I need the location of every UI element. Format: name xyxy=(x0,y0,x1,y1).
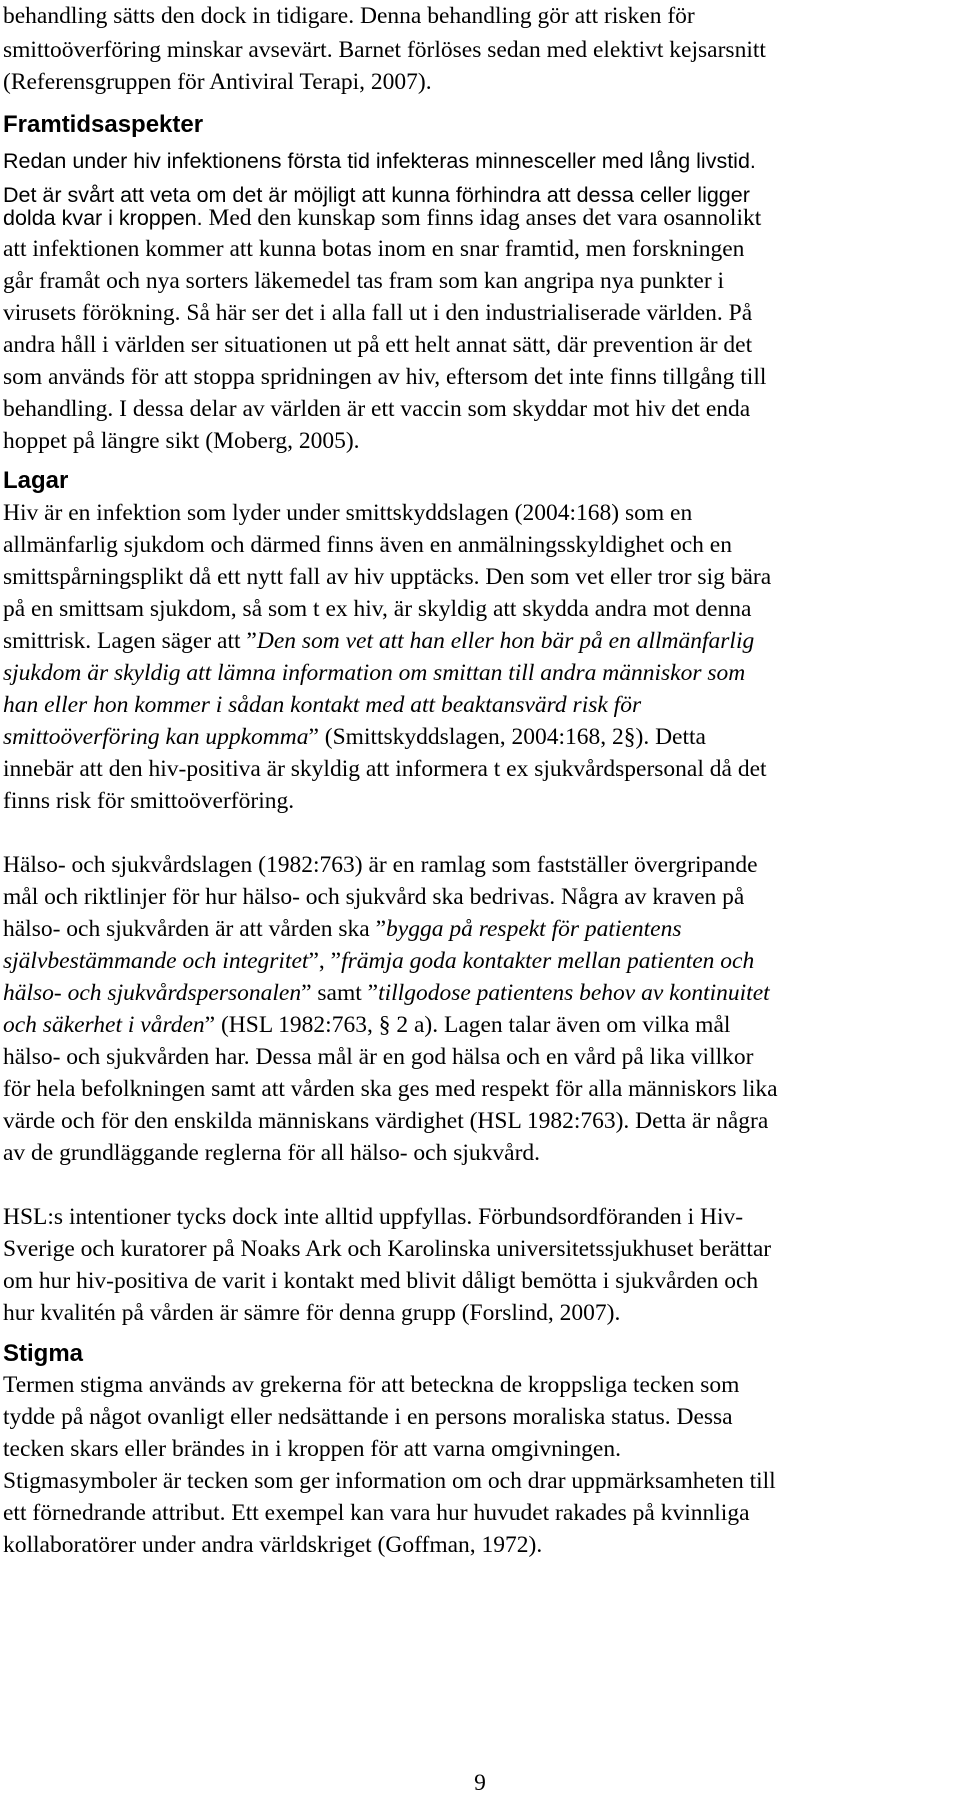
framtid-line-6: virusets förökning. Så här ser det i alla fall ut i den industrialiserade världen. På xyxy=(3,300,753,326)
intro-line-1: behandling sätts den dock in tidigare. Denna behandling gör att risken för xyxy=(3,3,695,29)
stigma-line-5: ett förnedrande attribut. Ett exempel kan vara hur huvudet rakades på kvinnliga xyxy=(3,1500,750,1526)
hsl-line-7: hälso- och sjukvården har. Dessa mål är en god hälsa och en vård på lika villkor xyxy=(3,1044,754,1070)
lagar-line-1: Hiv är en infektion som lyder under smittskyddslagen (2004:168) som en xyxy=(3,500,693,526)
framtid-line-9: behandling. I dessa delar av världen är ett vaccin som skyddar mot hiv det enda xyxy=(3,396,751,422)
lagar-line-4: på en smittsam sjukdom, så som t ex hiv, är skyldig att skydda andra mot denna xyxy=(3,596,752,622)
stigma-line-6: kollaboratörer under andra världskriget (Goffman, 1972). xyxy=(3,1532,543,1558)
framtid-line-8: som används för att stoppa spridningen av hiv, eftersom det inte finns tillgång till xyxy=(3,364,767,390)
framtid-line-5: går framåt och nya sorters läkemedel tas fram som kan angripa nya punkter i xyxy=(3,268,725,294)
lagar-line-6 xyxy=(3,656,955,690)
stigma-line-2: tydde på något ovanligt eller nedsättande i en persons moraliska status. Dessa xyxy=(3,1404,733,1430)
hsl-quote-2-end: hälso- och sjukvårdspersonalen xyxy=(3,980,302,1006)
hsl-quote-1-start: bygga på respekt för patientens xyxy=(386,916,682,942)
hsl-quote-3-start: tillgodose patientens behov av kontinuitet xyxy=(378,980,770,1006)
framtid-line-4: att infektionen kommer att kunna botas inom en snar framtid, men forskningen xyxy=(3,236,745,262)
hsl-line-1: Hälso- och sjukvårdslagen (1982:763) är en ramlag som fastställer övergripande xyxy=(3,852,758,878)
hsl-line-4-sep: ”, ” xyxy=(308,948,342,974)
hsl-line-3 xyxy=(3,912,955,946)
lagar-line-2: allmänfarlig sjukdom och därmed finns även en anmälningsskyldighet och en xyxy=(3,532,732,558)
lagar-quote-start: Den som vet att han eller hon bär på en allmänfarlig xyxy=(256,628,755,654)
lagar-line-8 xyxy=(3,720,955,754)
hsl2-line-1: HSL:s intentioner tycks dock inte alltid uppfyllas. Förbundsordföranden i Hiv- xyxy=(3,1204,744,1230)
lagar-quote-line-6: sjukdom är skyldig att lämna information om smittan till andra människor som xyxy=(3,660,746,686)
hsl-line-4 xyxy=(3,944,955,978)
framtid-line-3-sans: dolda kvar i kroppen. xyxy=(3,206,203,230)
hsl-line-6-text: ” (HSL 1982:763, § 2 a). Lagen talar även om vilka mål xyxy=(204,1012,731,1038)
lagar-line-3: smittspårningsplikt då ett nytt fall av hiv upptäcks. Den som vet eller tror sig bära xyxy=(3,564,772,590)
intro-line-2: smittoöverföring minskar avsevärt. Barnet förlöses sedan med elektivt kejsarsnitt xyxy=(3,37,766,63)
lagar-line-8-text: ” (Smittskyddslagen, 2004:168, 2§). Detta xyxy=(308,724,706,750)
lagar-line-5-text: smittrisk. Lagen säger att ” xyxy=(3,628,257,654)
lagar-line-5 xyxy=(3,624,955,658)
hsl-quote-1-end: självbestämmande och integritet xyxy=(3,948,309,974)
hsl2-line-2: Sverige och kuratorer på Noaks Ark och Karolinska universitetssjukhuset berättar xyxy=(3,1236,772,1262)
intro-line-3: (Referensgruppen för Antiviral Terapi, 2007). xyxy=(3,69,432,95)
stigma-line-4: Stigmasymboler är tecken som ger information om och drar uppmärksamheten till xyxy=(3,1468,776,1494)
lagar-line-7 xyxy=(3,688,955,722)
lagar-quote-end: smittoöverföring kan uppkomma xyxy=(3,724,309,750)
framtid-line-3 xyxy=(3,201,955,235)
framtid-line-3-serif: Med den kunskap som finns idag anses det vara osannolikt xyxy=(202,205,762,231)
stigma-line-1: Termen stigma används av grekerna för att beteckna de kroppsliga tecken som xyxy=(3,1372,740,1398)
hsl-quote-3-end: och säkerhet i vården xyxy=(3,1012,205,1038)
framtid-line-7: andra håll i världen ser situationen ut på ett helt annat sätt, där prevention är det xyxy=(3,332,753,358)
framtid-line-1: Redan under hiv infektionens första tid infekteras minnesceller med lång livstid. xyxy=(3,149,756,173)
page-number: 9 xyxy=(474,1770,486,1796)
framtid-line-2: Det är svårt att veta om det är möjligt att kunna förhindra att dessa celler ligger xyxy=(3,183,750,207)
heading-framtidsaspekter: Framtidsaspekter xyxy=(3,111,204,138)
hsl-line-8: för hela befolkningen samt att vården ska ges med respekt för alla människors lika xyxy=(3,1076,778,1102)
hsl2-line-4: hur kvalitén på vården är sämre för denna grupp (Forslind, 2007). xyxy=(3,1300,621,1326)
lagar-quote-line-7: han eller hon kommer i sådan kontakt med att beaktansvärd risk för xyxy=(3,692,642,718)
hsl-line-3-text: hälso- och sjukvården är att vården ska ” xyxy=(3,916,387,942)
hsl-line-2: mål och riktlinjer för hur hälso- och sjukvård ska bedrivas. Några av kraven på xyxy=(3,884,745,910)
hsl-line-5-sep: ” samt ” xyxy=(301,980,379,1006)
framtid-line-10: hoppet på längre sikt (Moberg, 2005). xyxy=(3,428,360,454)
stigma-line-3: tecken skars eller brändes in i kroppen för att varna omgivningen. xyxy=(3,1436,621,1462)
lagar-line-9: innebär att den hiv-positiva är skyldig att informera t ex sjukvårdspersonal då det xyxy=(3,756,767,782)
heading-lagar: Lagar xyxy=(3,467,69,494)
lagar-line-10: finns risk för smittoöverföring. xyxy=(3,788,295,814)
hsl-line-6 xyxy=(3,1008,955,1042)
hsl-line-9: värde och för den enskilda människans värdighet (HSL 1982:763). Detta är några xyxy=(3,1108,769,1134)
heading-stigma: Stigma xyxy=(3,1340,84,1367)
hsl-quote-2-start: främja goda kontakter mellan patienten och xyxy=(341,948,755,974)
hsl-line-5 xyxy=(3,976,955,1010)
hsl-line-10: av de grundläggande reglerna för all hälso- och sjukvård. xyxy=(3,1140,541,1166)
hsl2-line-3: om hur hiv-positiva de varit i kontakt med blivit dåligt bemötta i sjukvården och xyxy=(3,1268,759,1294)
